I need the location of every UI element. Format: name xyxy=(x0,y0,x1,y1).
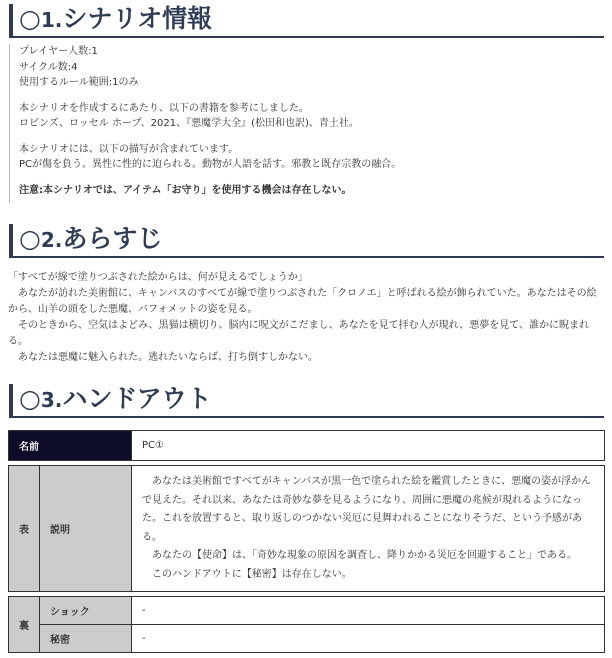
heading-title: ハンドアウト xyxy=(62,384,212,413)
handout-name-label: 名前 xyxy=(9,431,132,461)
handout-front-label: 表 xyxy=(9,466,40,592)
synopsis-block xyxy=(8,270,600,366)
handout-shock-label: ショック xyxy=(40,597,132,625)
scenario-info-block xyxy=(9,44,609,203)
info-content-warnings: PCが傷を負う。異性に性的に迫られる。動物が人語を話す。邪教と既存宗教の融合。 xyxy=(19,159,402,170)
heading-number: 2. xyxy=(40,228,63,252)
heading-number: 1. xyxy=(40,8,63,32)
handout-description-label: 説明 xyxy=(40,466,132,592)
handout-back-label: 裏 xyxy=(9,597,40,653)
handout-name-value: PC① xyxy=(132,431,605,461)
heading-title: あらすじ xyxy=(62,224,163,253)
info-player-count: プレイヤー人数:1 xyxy=(19,46,98,57)
section-heading-synopsis xyxy=(9,224,604,258)
handout-shock-row xyxy=(9,597,605,625)
handout-name-row xyxy=(9,431,605,461)
section-heading-handout xyxy=(9,384,604,418)
synopsis-paragraph: そのときから、空気はよどみ、黒猫は横切り、脳内に呪文がこだまし、あなたを見て拝む人が現れ、悪夢を見て、誰かに睨まれる。 xyxy=(8,320,589,347)
heading-title: シナリオ情報 xyxy=(62,4,213,33)
handout-secret-value: - xyxy=(132,625,605,653)
handout-shock-value: - xyxy=(132,597,605,625)
info-content-intro: 本シナリオには、以下の描写が含まれています。 xyxy=(19,143,239,155)
heading-number: 3. xyxy=(40,388,63,412)
handout-secret-row xyxy=(9,625,605,653)
info-rule-range: 使用するルール範囲:1のみ xyxy=(19,77,139,88)
handout-front-row xyxy=(9,466,605,592)
heading-mark: ○ xyxy=(19,224,41,253)
section-heading-scenario-info xyxy=(9,4,604,38)
info-reference: ロビンズ、ロッセル ホープ、2021、『悪魔学大全』(松田和也訳)、青土社。 xyxy=(19,118,359,129)
info-note: 注意:本シナリオでは、アイテム「お守り」を使用する機会は存在しない。 xyxy=(19,184,352,196)
synopsis-quote: 「すべてが線で塗りつぶされた絵からは、何が見えるでしょうか」 xyxy=(8,272,308,283)
handout-secret-label: 秘密 xyxy=(40,625,132,653)
handout-description-paragraph: あなたは美術館ですべてがキャンバスが黒一色で塗られた絵を鑑賞したときに、悪魔の姿が浮かんで見えた。それ以来、あなたは奇妙な夢を見るようになり、周囲に悪魔の兆候が現れるようになった。これを放置すると、取り返しのつかない災厄に見舞われることになりそうだ、という予感がある。 xyxy=(142,476,592,543)
synopsis-paragraph: あなたは悪魔に魅入られた。逃れたいならば、打ち倒すしかない。 xyxy=(8,352,318,363)
handout-description xyxy=(132,466,605,592)
handout-description-paragraph: このハンドアウトに【秘密】は存在しない。 xyxy=(142,568,352,580)
handout-table xyxy=(8,430,605,653)
heading-mark: ○ xyxy=(19,4,41,33)
handout-description-paragraph: あなたの【使命】は、「奇妙な現象の原因を調査し、降りかかる災厄を回避すること」である。 xyxy=(142,550,577,561)
info-cycle-count: サイクル数:4 xyxy=(19,61,78,73)
info-reference-intro: 本シナリオを作成するにあたり、以下の書籍を参考にしました。 xyxy=(19,102,309,114)
heading-mark: ○ xyxy=(19,384,41,413)
synopsis-paragraph: あなたが訪れた美術館に、キャンバスのすべてが線で塗りつぶされた「クロノエ」と呼ばれる絵が飾られていた。あなたはその絵から、山羊の頭をした悪魔、バフォメットの姿を見る。 xyxy=(8,288,597,315)
